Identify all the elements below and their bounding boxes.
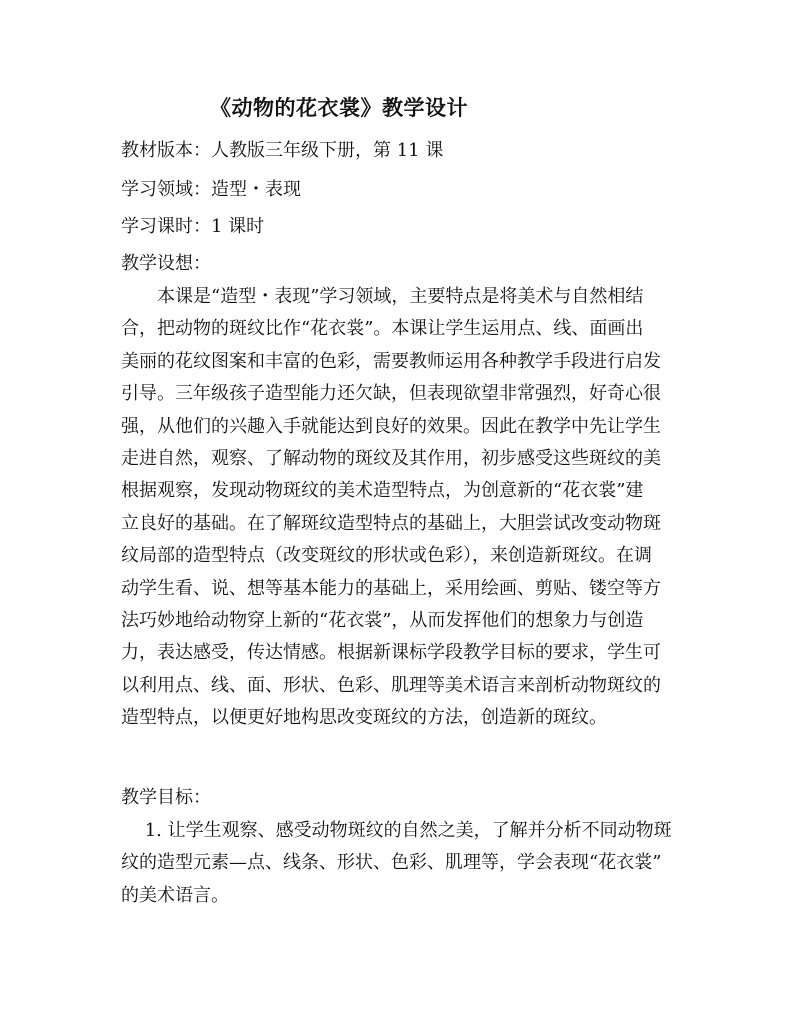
paragraph-line: 合，把动物的斑纹比作“花衣裳”。本课让学生运用点、线、面画出 <box>121 318 644 340</box>
document-title: 《动物的花衣裳》教学设计 <box>210 95 468 120</box>
paragraph-teaching-idea <box>121 281 681 734</box>
paragraph-line: 动学生看、说、想等基本能力的基础上，采用绘画、剪贴、镂空等方 <box>121 577 661 599</box>
paragraph-line: 走进自然，观察、了解动物的斑纹及其作用，初步感受这些斑纹的美 <box>121 447 661 469</box>
paragraph-line: 本课是“造型・表现”学习领域，主要特点是将美术与自然相结 <box>121 286 644 307</box>
paragraph-teaching-goals <box>121 815 681 912</box>
paragraph-line: 法巧妙地给动物穿上新的“花衣裳”，从而发挥他们的想象力与创造 <box>121 609 644 631</box>
meta-value: 造型・表现 <box>211 179 301 200</box>
meta-label: 学习领域： <box>121 179 211 200</box>
meta-learning-domain <box>121 175 301 201</box>
meta-class-hours <box>121 212 264 238</box>
paragraph-line: 根据观察，发现动物斑纹的美术造型特点，为创意新的“花衣裳”建 <box>121 480 644 502</box>
paragraph-line: 力，表达感受，传达情感。根据新课标学段教学目标的要求，学生可 <box>121 642 661 664</box>
paragraph-line: 美丽的花纹图案和丰富的色彩，需要教师运用各种教学手段进行启发 <box>121 350 661 372</box>
meta-value: 1 课时 <box>211 216 265 237</box>
section-heading-teaching-idea: 教学设想： <box>121 253 211 274</box>
meta-value: 人教版三年级下册，第 11 课 <box>211 140 444 161</box>
meta-label: 教材版本： <box>121 140 211 161</box>
meta-label: 学习课时： <box>121 216 211 237</box>
paragraph-line: 强，从他们的兴趣入手就能达到良好的效果。因此在教学中先让学生 <box>121 415 661 437</box>
paragraph-line: 的美术语言。 <box>121 884 229 906</box>
paragraph-line: 引导。三年级孩子造型能力还欠缺，但表现欲望非常强烈，好奇心很 <box>121 383 661 405</box>
meta-textbook-version <box>121 136 443 162</box>
paragraph-line: 1. 让学生观察、感受动物斑纹的自然之美，了解并分析不同动物斑 <box>121 820 672 841</box>
paragraph-line: 立良好的基础。在了解斑纹造型特点的基础上，大胆尝试改变动物斑 <box>121 512 661 534</box>
section-heading-teaching-goals: 教学目标： <box>121 787 211 808</box>
paragraph-line: 以利用点、线、面、形状、色彩、肌理等美术语言来剖析动物斑纹的 <box>121 674 661 696</box>
paragraph-line: 造型特点，以便更好地构思改变斑纹的方法，创造新的斑纹。 <box>121 707 607 729</box>
paragraph-line: 纹局部的造型特点（改变斑纹的形状或色彩），来创造新斑纹。在调 <box>121 545 652 567</box>
paragraph-line: 纹的造型元素—点、线条、形状、色彩、肌理等，学会表现“花衣裳” <box>121 852 662 874</box>
